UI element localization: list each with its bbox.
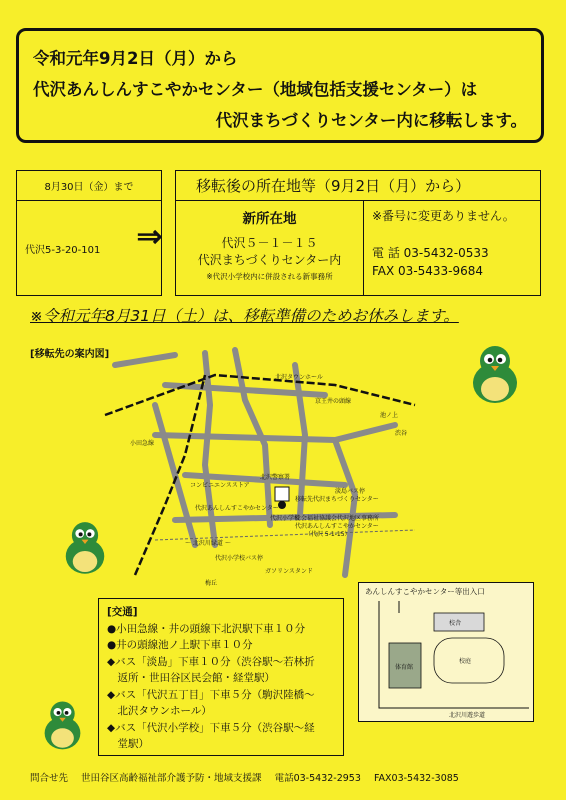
inset-map — [358, 582, 534, 722]
closure-note: ※令和元年8月31日（土）は、移転準備のためお休みします。 — [30, 307, 459, 325]
transit-line: ●小田急線・井の頭線下北沢駅下車１０分 — [107, 622, 306, 635]
map-umegaoka: 梅丘 — [205, 580, 218, 587]
inset-drawing — [359, 583, 535, 723]
new-address-line-2: 代沢まちづくりセンター内 — [197, 253, 342, 267]
new-address-note: ※代沢小学校内に併設される新事務所 — [206, 272, 333, 281]
map-dest-4: （代沢 5-1-15） — [305, 531, 351, 538]
map-shimokitazawa-hall: 北沢タウンホール — [275, 374, 323, 381]
inset-greenway: 北沢川遊歩道 — [449, 712, 486, 719]
map-bus-stop: 代沢小学校バス停 — [215, 555, 264, 562]
map-dest-2: 社会福祉協議会代沢地区事務所 — [295, 515, 380, 522]
number-note: ※番号に変更ありません。 — [372, 209, 515, 223]
bird-mascot-icon — [50, 510, 120, 585]
footer — [30, 770, 469, 784]
guide-map — [95, 345, 425, 590]
fax-number: FAX 03-5433-9684 — [372, 264, 484, 278]
headline-line-1: 令和元年9月2日（月）から — [33, 49, 238, 68]
old-location-address: 代沢5-3-20-101 — [25, 244, 101, 256]
inset-school-bldg: 校舎 — [449, 620, 462, 627]
arrow-icon: ⇒ — [136, 217, 163, 255]
map-ikenoue: 池ノ上 — [380, 412, 399, 419]
transit-line: 堂駅） — [107, 738, 149, 750]
map-kitazawa-police: 北沢警察署 — [260, 474, 291, 481]
bird-mascot-icon — [455, 335, 535, 415]
map-keio-line: 京王井の頭線 — [315, 398, 352, 405]
map-label: [移転先の案内図] — [30, 349, 110, 360]
map-shibuya: 渋谷 — [395, 430, 408, 437]
headline-line-3: 代沢まちづくりセンター内に移転します。 — [215, 111, 527, 130]
footer-contact-label: 問合せ先 — [30, 773, 69, 784]
new-address-line-1: 代沢５－１－１５ — [221, 236, 318, 250]
map-kitazawa-river: ～ 北沢川緑道 ～ — [185, 540, 231, 547]
headline-line-2: 代沢あんしんすこやかセンター（地域包括支援センター）は — [33, 80, 478, 99]
map-odakyu: 小田急線 — [130, 440, 155, 447]
inset-gym: 体育館 — [395, 664, 414, 671]
map-dest-3: 代沢あんしんすこやかセンター — [295, 523, 379, 530]
transit-line: ●井の頭線池ノ上駅下車１０分 — [107, 639, 253, 651]
footer-phone: 電話03-5432-2953 — [274, 773, 361, 784]
map-dest-1: 移転先代沢まちづくりセンター — [295, 496, 379, 503]
inset-yard: 校庭 — [459, 658, 472, 665]
map-current: 代沢あんしんすこやかセンター — [195, 505, 279, 512]
transit-line: ◆バス「代沢五丁目」下車５分（駒沢陸橋～ — [107, 688, 315, 701]
transit-line: ◆バス「代沢小学校」下車５分（渋谷駅～経 — [107, 721, 315, 734]
bird-mascot-icon — [30, 690, 95, 760]
footer-fax: FAX03-5432-3085 — [373, 773, 459, 784]
new-location-title: 移転後の所在地等（9月2日（月）から） — [176, 171, 540, 201]
map-gas: ガソリンスタンド — [265, 568, 313, 575]
transit-title: [交通] — [107, 606, 138, 618]
footer-department: 世田谷区高齢福祉部介護予防・地域支援課 — [81, 773, 262, 784]
old-location-until: 8月30日（金）まで — [17, 171, 161, 201]
transit-line: 北沢タウンホール） — [107, 705, 212, 717]
map-conveni: コンビニエンスストア — [190, 482, 250, 489]
transit-box — [98, 598, 344, 756]
phone-number: 電 話 03-5432-0533 — [372, 246, 489, 260]
transit-line: ◆バス「淡島」下車１０分（渋谷駅～若林折 — [107, 655, 315, 668]
new-location-box — [175, 170, 541, 296]
new-address-heading: 新所在地 — [242, 211, 297, 227]
headline-box — [16, 28, 544, 143]
map-awashima: 淡島バス停 — [335, 488, 366, 495]
inset-entrance-label: あんしんすこやかセンター等出入口 — [365, 587, 485, 596]
transit-line: 返所・世田谷区民会館・経堂駅） — [107, 672, 275, 684]
map-school: 代沢小学校 — [270, 515, 301, 522]
